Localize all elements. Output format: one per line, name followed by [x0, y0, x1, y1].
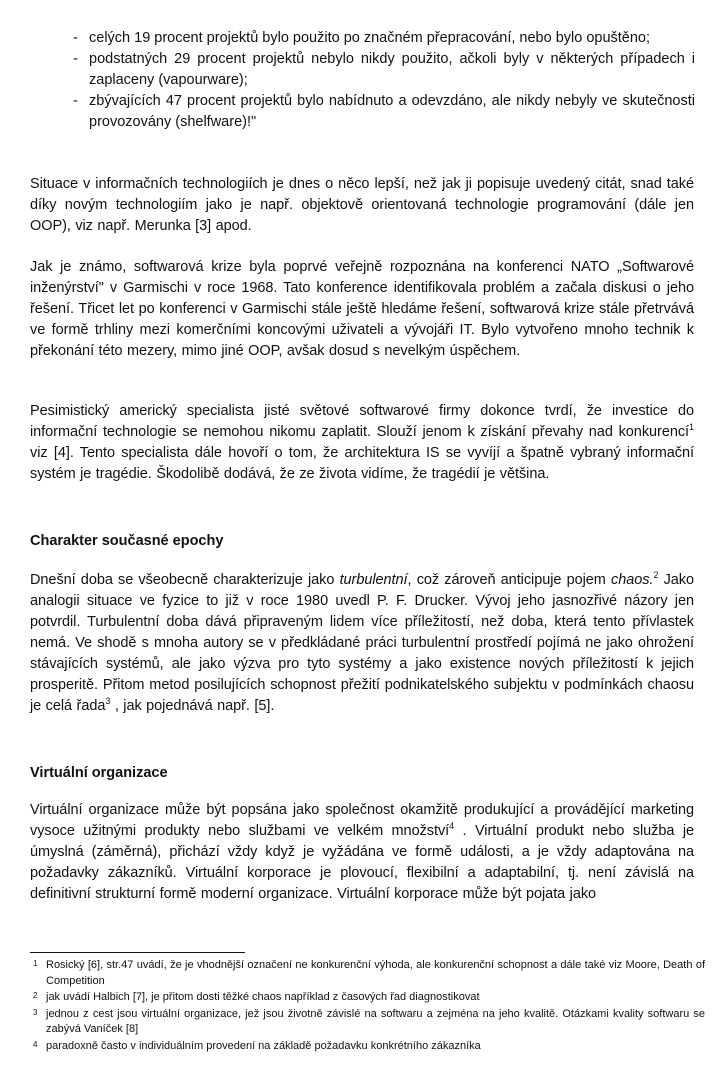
- bullet-dash: -: [73, 51, 78, 67]
- section-heading-epoch: Charakter současné epochy: [30, 533, 224, 549]
- paragraph-virtual-organization: [30, 800, 694, 905]
- list-item: [73, 49, 695, 91]
- paragraph-text: Dnešní doba se všeobecně charakterizuje jako: [30, 572, 340, 588]
- footnote-ref: 1: [689, 422, 694, 433]
- footnote-text: jednou z cest jsou virtuální organizace, jež jsou životně závislé na softwaru a zejména na jeho kvalitě. Otázkami kvality softwaru se zabývá Vaníček [8]: [46, 1007, 705, 1035]
- paragraph-it-situation: Situace v informačních technologiích je dnes o něco lepší, než jak ji popisuje uvedený citát, snad také díky novým technologiím jako je např. objektově orientovaná technologie programování (dále jen OOP), viz např. Merunka [3] apod.: [30, 176, 694, 234]
- quote-bullet-list: [73, 28, 695, 133]
- emphasis-term: chaos.: [611, 572, 654, 588]
- footnote: [33, 990, 705, 1006]
- paragraph-pessimist: [30, 401, 694, 485]
- footnote: [33, 1007, 705, 1038]
- footnote-ref: 2: [653, 570, 659, 581]
- bullet-dash: -: [73, 93, 78, 109]
- footnote-text: Rosický [6], str.47 uvádí, že je vhodnější označení ne konkurenční výhoda, ale konkurenční schopnost a dále také viz Moore, Death of Competition: [46, 959, 705, 987]
- emphasis-term: turbulentní: [339, 572, 408, 588]
- paragraph-text: , jak pojednává např. [5].: [110, 698, 275, 714]
- paragraph-software-crisis: Jak je známo, softwarová krize byla poprvé veřejně rozpoznána na konferenci NATO „Softwarové inženýrství" v Garmischi v roce 1968. Tato konference identifikovala problém a začala diskusi o jeho řešení. Třicet let po konferenci v Garmischi stále ještě hledáme řešení, softwarová krize stále přetrvává ve formě trhliny mezi komerčními koncovými uživateli a vývojáři IT. Bylo vytvořeno mnoho technik k překonání této mezery, mimo jiné OOP, avšak dosud s nevelkým úspěchem.: [30, 259, 694, 359]
- footnote-mark: 1: [33, 959, 38, 968]
- footnote-ref: 3: [105, 696, 111, 707]
- footnote-ref: 4: [449, 821, 455, 832]
- footnote: [33, 1039, 705, 1055]
- bullet-dash: -: [73, 30, 78, 46]
- paragraph-text: Virtuální organizace může být popsána jako společnost okamžitě produkující a provádějící marketing vysoce užitnými produkty nebo službami ve velkém množství: [30, 802, 694, 839]
- footnote-text: jak uvádí Halbich [7], je přitom dosti těžké chaos například z časových řad diagnostikovat: [46, 991, 480, 1003]
- list-item: [73, 28, 695, 49]
- footnote-divider: [30, 952, 245, 953]
- paragraph-text: viz [4]. Tento specialista dále hovoří o tom, že architektura IS se vyvíjí a špatně vybraný informační systém je tragédie. Škodolibě dodává, že ze života vidíme, že tragédií je většina.: [30, 445, 694, 482]
- footnote: [33, 958, 705, 989]
- footnote-mark: 2: [33, 991, 38, 1000]
- bullet-text: celých 19 procent projektů bylo použito po značném přepracování, nebo bylo opuštěno;: [89, 30, 651, 46]
- list-item: [73, 91, 695, 133]
- section-heading-virtual: Virtuální organizace: [30, 765, 168, 781]
- footnote-text: paradoxně často v individuálním provedení na základě požadavku konkrétního zákazníka: [46, 1039, 481, 1052]
- bullet-text: zbývajících 47 procent projektů bylo nabídnuto a odevzdáno, ale nikdy nebyly ve skutečnosti provozovány (shelfware)!": [89, 93, 695, 130]
- paragraph-text: , což zároveň anticipuje pojem: [407, 572, 612, 588]
- footnote-mark: 4: [33, 1039, 38, 1049]
- bullet-text: podstatných 29 procent projektů nebylo nikdy použito, ačkoli byly v některých případech i zaplaceny (vapourware);: [89, 51, 695, 88]
- footnotes: [33, 958, 705, 1055]
- footnote-mark: 3: [33, 1007, 38, 1017]
- paragraph-turbulent: [30, 570, 694, 717]
- paragraph-text: Pesimistický americký specialista jisté světové softwarové firmy dokonce tvrdí, že investice do informační technologie se nemohou nikomu zaplatit. Slouží jenom k získání převahy nad konkurencí: [30, 403, 694, 440]
- paragraph-text: . Virtuální produkt nebo služba je úmyslná (záměrná), přichází vždy když je vyžádána ve formě události, a je vždy adaptována na požadavky zákazníků. Virtuální korporace je plovoucí, flexibilní a adaptabilní, tj. není závislá na definitivní strukturní formě moderní organizace. Virtuální korporace může být pojata jako: [30, 823, 695, 902]
- paragraph-text: Jako analogii situace ve fyzice to již v roce 1980 uvedl P. F. Drucker. Vývoj jeho jasnozřivé názory jen potvrdil. Turbulentní doba dává připraveným lidem více příležitostí, než doba, která tento přívlastek nemá. Ve shodě s mnoha autory se v předkládané práci turbulentní prostředí pojímá ne jako ohrožení stávajících systémů, ale jako výzva pro tyto systémy a jako existence nových příležitostí k jejich prosperitě. Přitom metod posilujících schopnost přežití podnikatelského subjektu v podmínkách chaosu je celá řada: [30, 572, 694, 714]
